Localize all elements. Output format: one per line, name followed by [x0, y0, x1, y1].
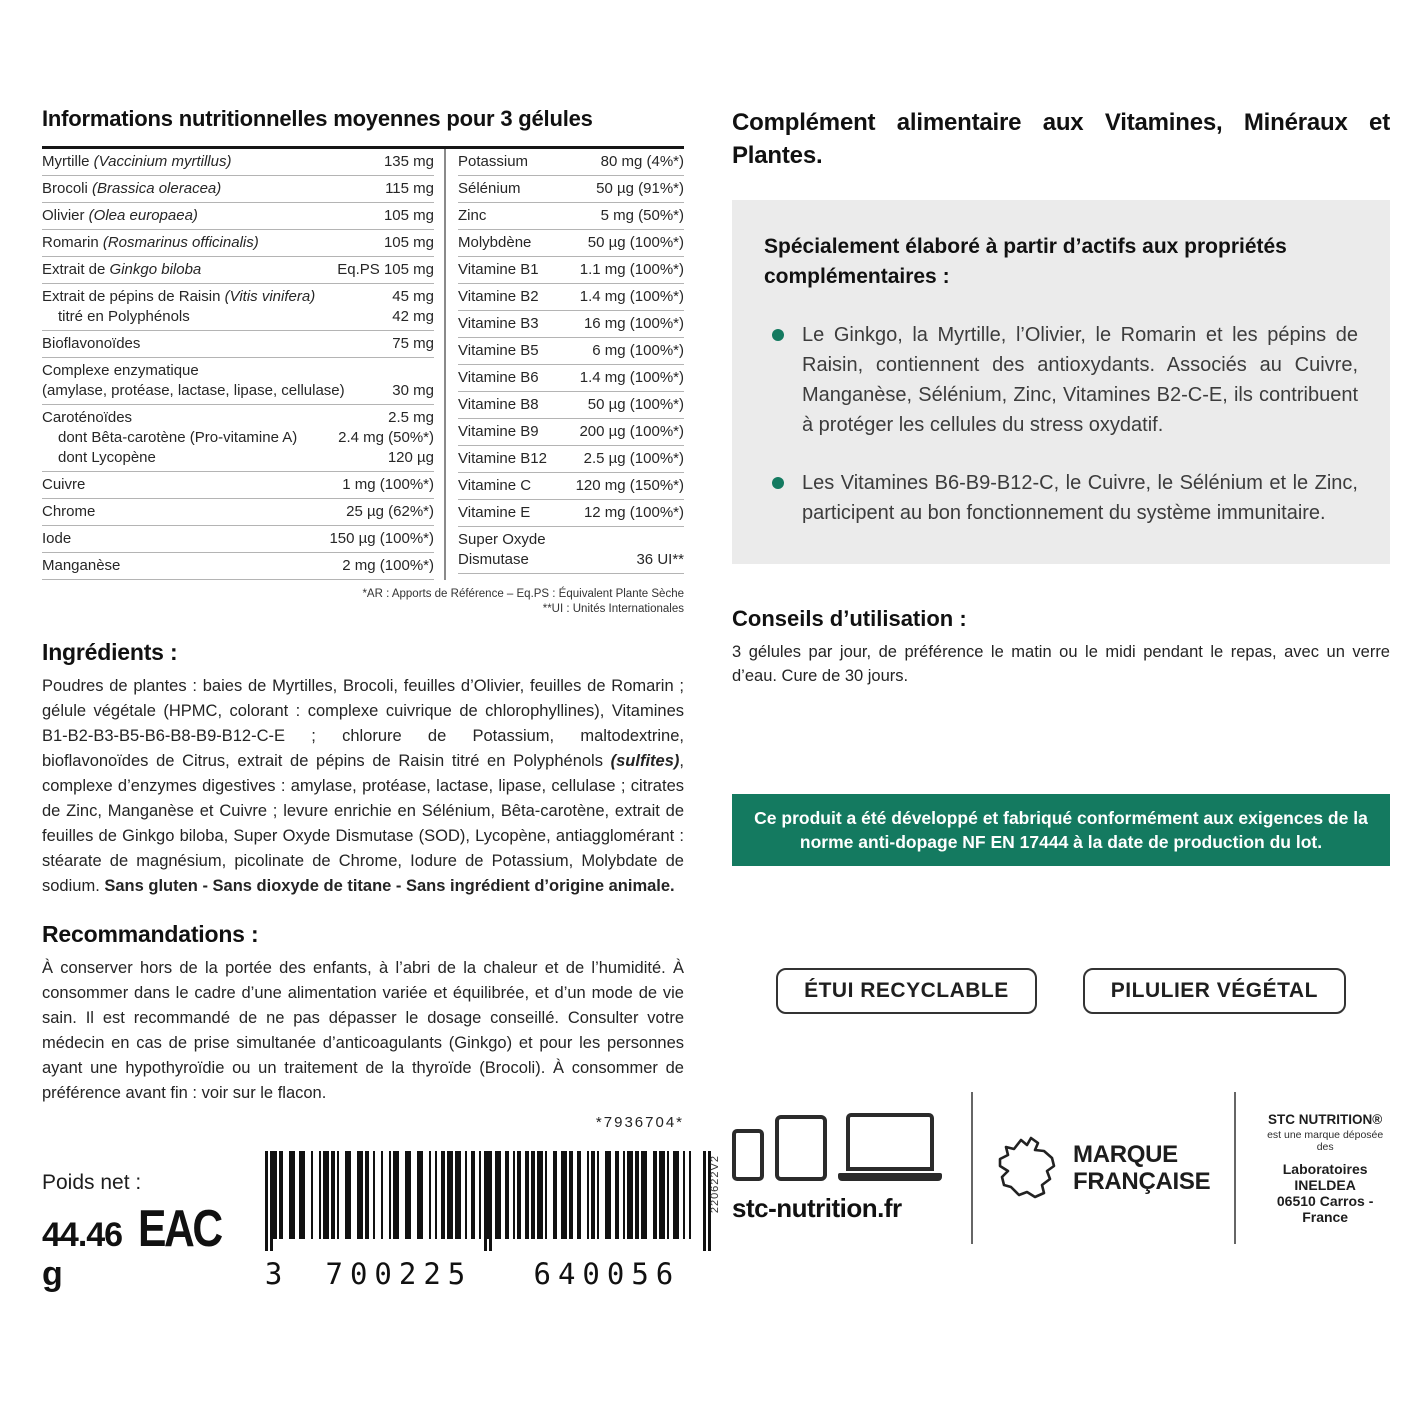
- smartphone-icon: [732, 1129, 764, 1181]
- footnote-line: **UI : Unités Internationales: [542, 603, 684, 615]
- nutrition-row: Vitamine B6 1.4 mg (100%*): [458, 365, 684, 392]
- barcode-group: 700225: [325, 1257, 473, 1291]
- nutrition-row: Vitamine B2 1.4 mg (100%*): [458, 284, 684, 311]
- recommendations-text: À conserver hors de la portée des enfants, à l’abri de la chaleur et de l’humidité. À consommer dans le cadre d’une alimentation variée et équilibrée, et d’un mode de vie sain. Il est recommandé de ne pas dépasser le dosage conseillé. Consulter votre médecin en cas de prise simultanée d’anticoagulants (Ginkgo) et pour les personnes ayant une hypothyroïdie ou un traitement de la thyroïde (Brocoli). À consommer de préférence avant fin : voir sur le flacon.: [42, 959, 684, 1102]
- barcode-block: [264, 1143, 721, 1294]
- nutrition-row: Brocoli (Brassica oleracea) 115 mg: [42, 176, 434, 203]
- usage-text: 3 gélules par jour, de préférence le matin ou le midi pendant le repas, avec un verre d’eau. Cure de 30 jours.: [732, 643, 1390, 685]
- ingredients-heading: Ingrédients :: [42, 639, 178, 665]
- eac-conformity-mark: EAC: [138, 1200, 221, 1258]
- nutrition-row: Vitamine B9 200 µg (100%*): [458, 419, 684, 446]
- barcode-bars-icon: [265, 1151, 711, 1251]
- usage-heading: Conseils d’utilisation :: [732, 606, 967, 631]
- nutrition-row: Romarin (Rosmarinus officinalis) 105 mg: [42, 230, 434, 257]
- net-weight-label: Poids net :: [42, 1171, 142, 1194]
- nutrition-row: Vitamine B5 6 mg (100%*): [458, 338, 684, 365]
- barcode-lead-digit: 3: [264, 1257, 283, 1291]
- company-address: 06510 Carros - France: [1276, 1192, 1374, 1225]
- recommendations-heading: Recommandations :: [42, 921, 259, 947]
- brand-line: FRANÇAISE: [1073, 1168, 1211, 1195]
- nutrition-row: Vitamine E 12 mg (100%*): [458, 500, 684, 527]
- nutrition-row: Sélénium 50 µg (91%*): [458, 176, 684, 203]
- nutrition-row: Olivier (Olea europaea) 105 mg: [42, 203, 434, 230]
- nutrition-row: Manganèse 2 mg (100%*): [42, 553, 434, 580]
- left-panel: [42, 106, 721, 1294]
- france-map-icon: [997, 1135, 1059, 1201]
- devices-icons: [732, 1113, 947, 1181]
- vertical-divider: [971, 1092, 973, 1244]
- ingredients-text: Poudres de plantes : baies de Myrtilles, Brocoli, feuilles d’Olivier, feuilles de Romarin ; gélule végétale (HPMC, colorant : complexe cuivrique de chlorophyllines), Vitamines B1-B2-B3-B5-B6-B8-B9-B12-C-E ; chlorure de Potassium, maltodextrine, bioflavonoïdes de Citrus, extrait de pépins de Raisin titré en Polyphénols (sulfites), complexe d’enzymes digestives : amylase, protéase, lactase, lipase, cellulase ; citrates de Zinc, Manganèse et Cuivre ; levure enrichie en Sélénium, Bêta-carotène, extrait de feuilles de Ginkgo biloba, Super Oxyde Dismutase (SOD), Lycopène, antiagglomérant : stéarate de magnésium, picolinate de Chrome, Iodure de Potassium, Molybdate de sodium. Sans gluten - Sans dioxyde de titane - Sans ingrédient d’origine animale.: [42, 677, 684, 895]
- website-url: stc-nutrition.fr: [732, 1192, 902, 1223]
- net-weight-block: [42, 1143, 239, 1294]
- footnote-line: *AR : Apports de Référence – Eq.PS : Équivalent Plante Sèche: [362, 588, 684, 600]
- nutrition-table: [42, 146, 684, 580]
- nutrition-row: Vitamine B8 50 µg (100%*): [458, 392, 684, 419]
- nutrition-row: Caroténoïdes 2.5 mg dont Bêta-carotène (Pro-vitamine A) 2.4 mg (50%*) dont Lycopène 120 µg: [42, 405, 434, 472]
- product-headline: Complément alimentaire aux Vitamines, Minéraux et Plantes.: [732, 109, 1390, 169]
- nutrition-row: Chrome 25 µg (62%*): [42, 499, 434, 526]
- antidoping-banner: Ce produit a été développé et fabriqué conformément aux exigences de la norme anti-dopage NF EN 17444 à la date de production du lot.: [732, 794, 1390, 866]
- brand-line: MARQUE: [1073, 1141, 1178, 1168]
- nutrition-left: [42, 149, 446, 580]
- nutrition-row: Myrtille (Vaccinium myrtillus) 135 mg: [42, 149, 434, 176]
- properties-box: [732, 200, 1390, 564]
- company-note: est une marque déposée des: [1267, 1128, 1384, 1153]
- bullet-dot-icon: [772, 477, 784, 489]
- nutrition-row: Zinc 5 mg (50%*): [458, 203, 684, 230]
- batch-side-code: 220622V2: [708, 1155, 721, 1214]
- vertical-divider: [1234, 1092, 1236, 1244]
- laptop-icon: [838, 1113, 942, 1181]
- nutrition-row: Iode 150 µg (100%*): [42, 526, 434, 553]
- company-block: [1260, 1112, 1390, 1225]
- barcode-digits: [265, 1257, 711, 1291]
- nutrition-row: Cuivre 1 mg (100%*): [42, 472, 434, 499]
- nutrition-row: Super Oxyde Dismutase 36 UI**: [458, 527, 684, 574]
- brand-footer: [732, 1092, 1390, 1244]
- product-code: *7936704*: [595, 1114, 684, 1131]
- badge-recyclable: ÉTUI RECYCLABLE: [776, 968, 1037, 1014]
- nutrition-row: Vitamine C 120 mg (150%*): [458, 473, 684, 500]
- brand-label: [1073, 1141, 1210, 1195]
- company-name: STC NUTRITION®: [1268, 1111, 1383, 1127]
- barcode-group: 640056: [533, 1257, 681, 1291]
- right-panel: [732, 106, 1390, 1244]
- properties-list: [764, 320, 1358, 528]
- properties-intro: Spécialement élaboré à partir d’actifs aux propriétés complémentaires :: [764, 235, 1287, 288]
- nutrition-row: Complexe enzymatique (amylase, protéase, lactase, lipase, cellulase) 30 mg: [42, 358, 434, 405]
- weight-barcode-row: [42, 1143, 721, 1294]
- net-weight-value: 44.46 g: [42, 1216, 123, 1293]
- badge-plant-pillbox: PILULIER VÉGÉTAL: [1083, 968, 1346, 1014]
- property-item: Le Ginkgo, la Myrtille, l’Olivier, le Romarin et les pépins de Raisin, contiennent des antioxydants. Associés au Cuivre, Manganèse, Sélénium, Zinc, Vitamines B2-C-E, ils contribuent à protéger les cellules du stress oxydatif.: [772, 320, 1358, 440]
- french-brand-block: [997, 1135, 1210, 1201]
- company-lab: Laboratoires INELDEA: [1282, 1160, 1368, 1193]
- nutrition-row: Extrait de Ginkgo biloba Eq.PS 105 mg: [42, 257, 434, 284]
- nutrition-row: Bioflavonoïdes 75 mg: [42, 331, 434, 358]
- nutrition-row: Molybdène 50 µg (100%*): [458, 230, 684, 257]
- nutrition-row: Vitamine B1 1.1 mg (100%*): [458, 257, 684, 284]
- bullet-dot-icon: [772, 329, 784, 341]
- nutrition-right: [446, 149, 684, 580]
- eco-badges: [732, 968, 1390, 1014]
- nutrition-table-title: Informations nutritionnelles moyennes pour 3 gélules: [42, 106, 593, 131]
- nutrition-row: Extrait de pépins de Raisin (Vitis vinifera) 45 mg titré en Polyphénols 42 mg: [42, 284, 434, 331]
- table-footnotes: [42, 587, 684, 617]
- nutrition-row: Potassium 80 mg (4%*): [458, 149, 684, 176]
- nutrition-row: Vitamine B3 16 mg (100%*): [458, 311, 684, 338]
- nutrition-row: Vitamine B12 2.5 µg (100%*): [458, 446, 684, 473]
- tablet-icon: [775, 1115, 827, 1181]
- website-block: [732, 1113, 947, 1224]
- property-item: Les Vitamines B6-B9-B12-C, le Cuivre, le Sélénium et le Zinc, participent au bon fonctionnement du système immunitaire.: [772, 468, 1358, 528]
